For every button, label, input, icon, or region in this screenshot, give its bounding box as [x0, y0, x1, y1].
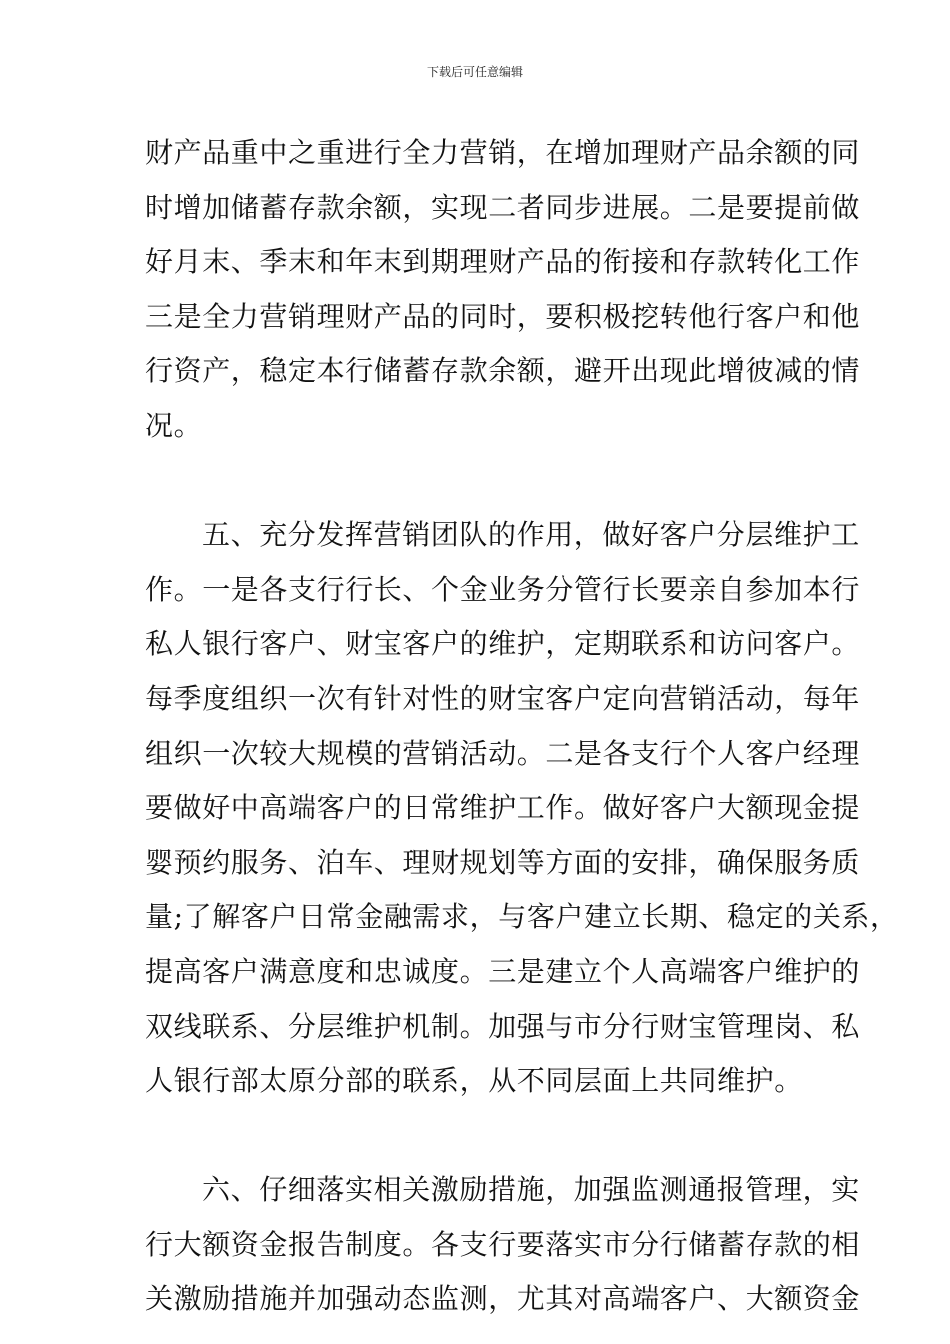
text-line: 每季度组织一次有针对性的财宝客户定向营销活动，每年	[145, 681, 861, 715]
text-line: 组织一次较大规模的营销活动。二是各支行个人客户经理	[145, 736, 861, 770]
text-line: 三是全力营销理财产品的同时，要积极挖转他行客户和他	[145, 299, 861, 333]
text-line: 提高客户满意度和忠诚度。三是建立个人高端客户维护的	[145, 954, 861, 988]
text-line: 行大额资金报告制度。各支行要落实市分行储蓄存款的相	[145, 1227, 861, 1261]
text-line: 人银行部太原分部的联系，从不同层面上共同维护。	[145, 1064, 803, 1098]
text-line: 五、充分发挥营销团队的作用，做好客户分层维护工	[202, 518, 860, 552]
text-line: 况。	[145, 408, 203, 442]
text-line: 行资产，稳定本行储蓄存款余额，避开出现此增彼减的情	[145, 354, 861, 388]
text-line: 关激励措施并加强动态监测，尤其对高端客户、大额资金	[145, 1282, 861, 1316]
paragraph-spacer	[145, 454, 807, 509]
text-line: 私人银行客户、财宝客户的维护，定期联系和访问客户。	[145, 627, 861, 661]
paragraph	[145, 508, 899, 1109]
text-line: 时增加储蓄存款余额，实现二者同步进展。二是要提前做	[145, 190, 861, 224]
text-line: 量;了解客户日常金融需求，与客户建立长期、稳定的关系，	[145, 900, 899, 934]
page-header: 下载后可任意编辑	[426, 65, 523, 79]
document-body	[145, 126, 899, 1327]
text-line: 作。一是各支行行长、个金业务分管行长要亲自参加本行	[145, 572, 861, 606]
paragraph-spacer	[145, 1109, 807, 1164]
text-line: 六、仔细落实相关激励措施，加强监测通报管理，实	[202, 1173, 860, 1207]
text-line: 财产品重中之重进行全力营销，在增加理财产品余额的同	[145, 136, 861, 169]
paragraph	[145, 126, 861, 454]
text-line: 双线联系、分层维护机制。加强与市分行财宝管理岗、私	[145, 1009, 861, 1043]
paragraph	[145, 1163, 861, 1327]
text-line: 要做好中高端客户的日常维护工作。做好客户大额现金提	[145, 791, 861, 825]
text-line: 婴预约服务、泊车、理财规划等方面的安排，确保服务质	[145, 845, 861, 879]
text-line: 好月末、季末和年末到期理财产品的衔接和存款转化工作	[145, 245, 861, 279]
